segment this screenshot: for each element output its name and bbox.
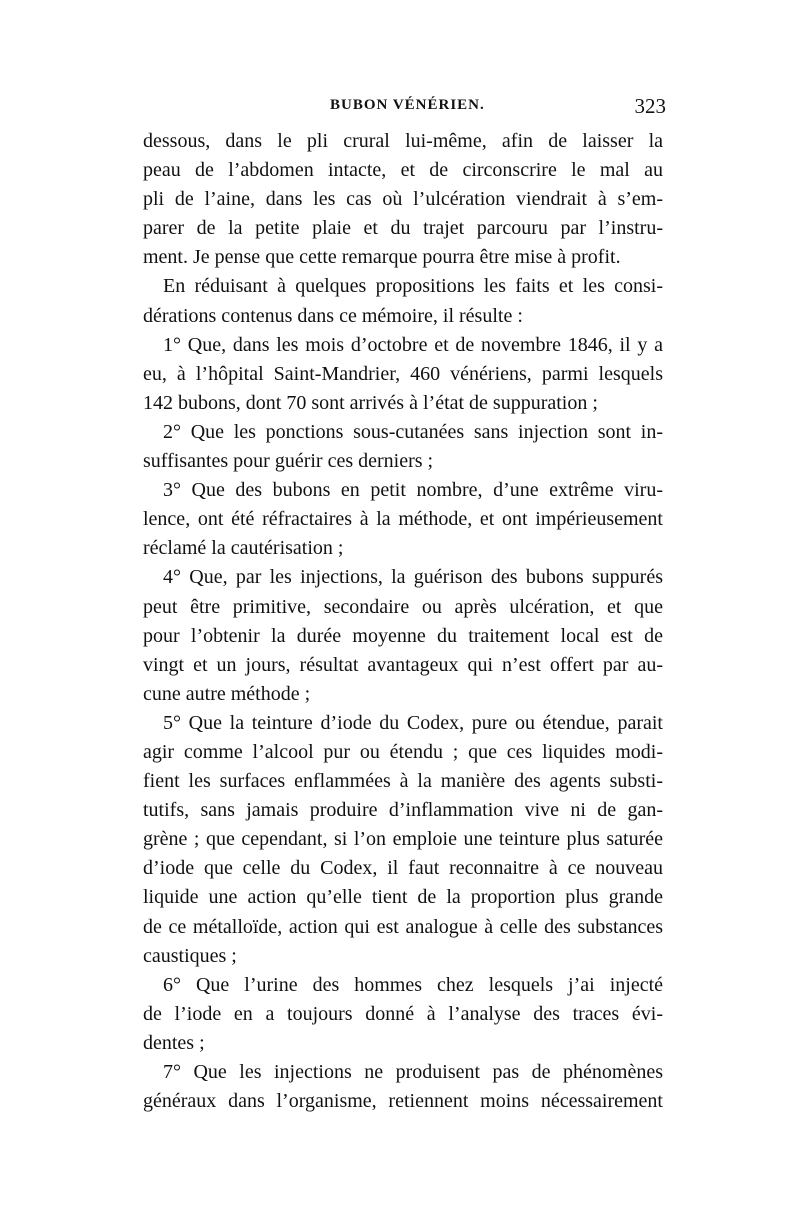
text-line: 5° Que la teinture d’iode du Codex, pure ou étendue, parait <box>163 711 663 734</box>
text-line: 3° Que des bubons en petit nombre, d’une extrême viru- <box>163 479 663 502</box>
paragraph <box>143 709 663 971</box>
text-line: 7° Que les injections ne produisent pas de phénomènes <box>163 1061 663 1083</box>
paragraph <box>143 563 663 708</box>
text-line: 1° Que, dans les mois d’octobre et de novembre 1846, il y a <box>163 333 663 356</box>
running-head: BUBON VÉNÉRIEN. <box>330 97 485 113</box>
paragraph <box>143 971 663 1058</box>
text-line: peut être primitive, secondaire ou après ulcération, et que <box>143 595 663 618</box>
text-line: réclamé la cautérisation ; <box>143 537 344 560</box>
paragraph <box>143 272 663 330</box>
text-line: fient les surfaces enflammées à la manière des agents substi- <box>143 770 663 793</box>
paragraph <box>143 1058 663 1116</box>
page <box>143 94 666 1116</box>
text-line: tutifs, sans jamais produire d’inflammation vive ni de gan- <box>143 799 663 822</box>
text-line: pli de l’aine, dans les cas où l’ulcération viendrait à s’em- <box>143 188 663 211</box>
text-line: 2° Que les ponctions sous-cutanées sans injection sont in- <box>163 420 663 443</box>
text-line: grène ; que cependant, si l’on emploie une teinture plus saturée <box>143 828 663 851</box>
text-line: peau de l’abdomen intacte, et de circonscrire le mal au <box>143 159 663 182</box>
text-line: ment. Je pense que cette remarque pourra être mise à profit. <box>143 246 621 269</box>
text-line: dessous, dans le pli crural lui-même, afin de laisser la <box>143 130 663 152</box>
text-line: vingt et un jours, résultat avantageux qui n’est offert par au- <box>143 653 663 676</box>
text-line: 6° Que l’urine des hommes chez lesquels j’ai injecté <box>163 973 663 996</box>
text-line: cune autre méthode ; <box>143 682 311 705</box>
text-line: caustiques ; <box>143 944 237 967</box>
body-text <box>143 127 663 1116</box>
text-line: pour l’obtenir la durée moyenne du traitement local est de <box>143 624 663 647</box>
text-line: eu, à l’hôpital Saint-Mandrier, 460 vénériens, parmi lesquels <box>143 362 663 385</box>
text-line: 142 bubons, dont 70 sont arrivés à l’état de suppuration ; <box>143 391 598 414</box>
text-line: dentes ; <box>143 1031 205 1054</box>
paragraph <box>143 476 663 563</box>
text-line: lence, ont été réfractaires à la méthode, et ont impérieusement <box>143 508 663 531</box>
paragraph <box>143 331 663 418</box>
text-line: d’iode que celle du Codex, il faut reconnaitre à ce nouveau <box>143 857 663 880</box>
text-line: 4° Que, par les injections, la guérison des bubons suppurés <box>163 566 663 589</box>
text-line: parer de la petite plaie et du trajet parcouru par l’instru- <box>143 217 663 240</box>
text-line: dérations contenus dans ce mémoire, il résulte : <box>143 304 523 327</box>
text-line: En réduisant à quelques propositions les faits et les consi- <box>163 275 663 298</box>
text-line: généraux dans l’organisme, retiennent moins nécessairement <box>143 1090 663 1113</box>
paragraph <box>143 127 663 272</box>
text-line: de l’iode en a toujours donné à l’analyse des traces évi- <box>143 1002 663 1025</box>
paragraph <box>143 418 663 476</box>
text-line: suffisantes pour guérir ces derniers ; <box>143 450 434 473</box>
text-line: agir comme l’alcool pur ou étendu ; que ces liquides modi- <box>143 740 663 763</box>
text-line: liquide une action qu’elle tient de la proportion plus grande <box>143 886 663 909</box>
text-line: de ce métalloïde, action qui est analogue à celle des substances <box>143 915 663 938</box>
page-header <box>143 94 666 127</box>
page-number: 323 <box>634 94 666 118</box>
